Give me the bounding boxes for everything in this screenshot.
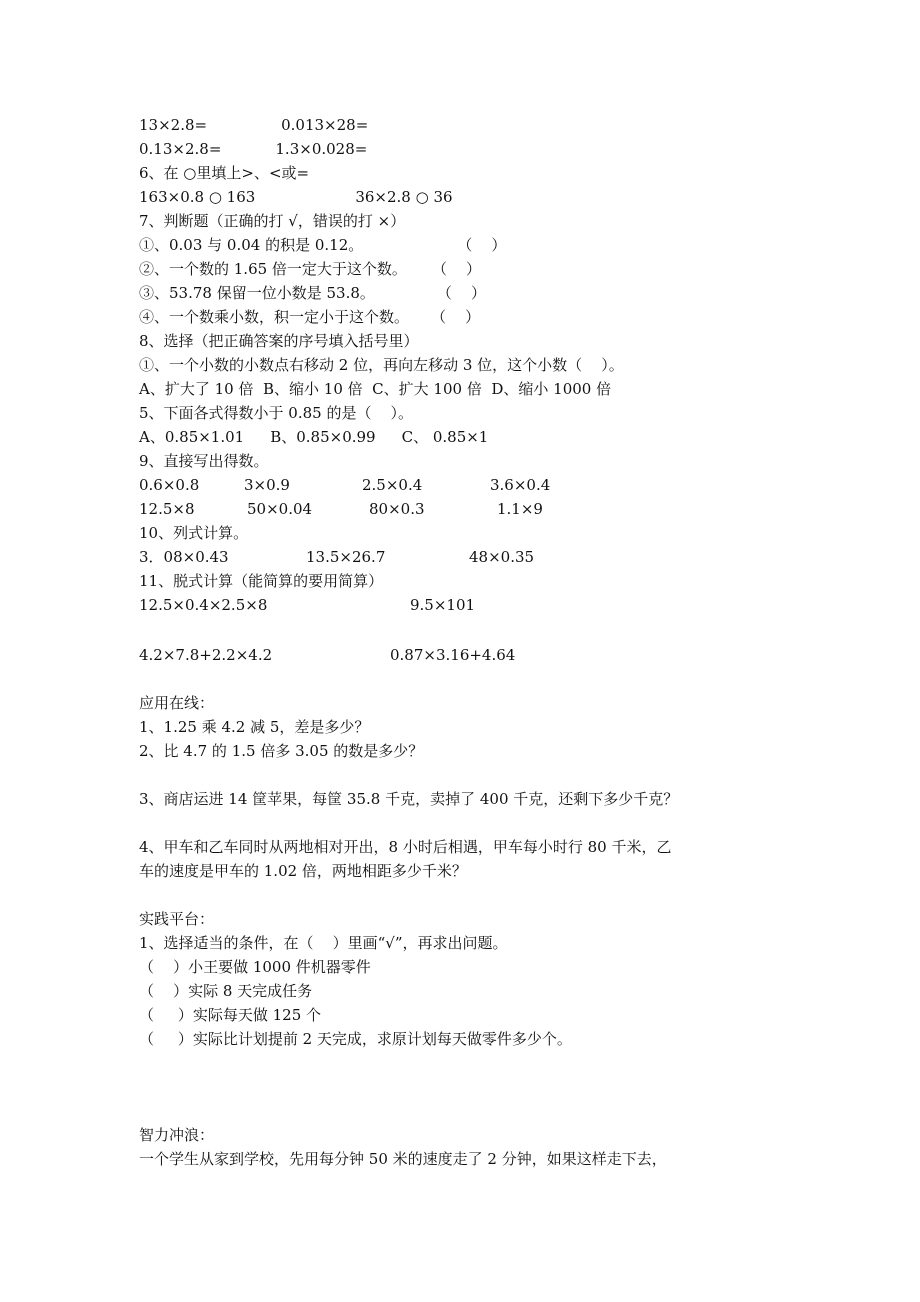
answer-blank: （ ） <box>436 284 486 302</box>
expr: 3.6×0.4 <box>490 476 551 494</box>
heading-text: 智力冲浪： <box>139 1126 215 1144</box>
step-calc-row-2 <box>139 645 515 667</box>
expr: 0.6×0.8 <box>139 476 200 494</box>
choice-question-2 <box>139 403 413 425</box>
section-10-heading <box>139 523 248 545</box>
choice-options-2 <box>139 427 488 449</box>
expr: 36×2.8 ○ 36 <box>355 188 453 206</box>
item-text: ②、一个数的 1.65 倍一定大于这个数。 <box>139 260 407 278</box>
application-item-3 <box>139 789 678 811</box>
expr: 0.013×28= <box>281 116 369 134</box>
heading-text: 10、列式计算。 <box>139 524 249 542</box>
application-heading <box>139 693 214 715</box>
judge-item-2 <box>139 259 481 281</box>
expr: 13.5×26.7 <box>306 548 386 566</box>
expr: 3×0.9 <box>244 476 290 494</box>
expr: 50×0.04 <box>247 500 313 518</box>
item-text: 车的速度是甲车的 1.02 倍，两地相距多少千米？ <box>139 862 467 880</box>
item-text: （ ）实际每天做 125 个 <box>139 1006 322 1024</box>
section-7-heading <box>139 211 405 233</box>
heading-text: 11、脱式计算（能简算的要用简算） <box>139 572 384 590</box>
challenge-item <box>139 1149 667 1171</box>
heading-text: 8、选择（把正确答案的序号填入括号里） <box>139 332 419 350</box>
challenge-heading <box>139 1125 214 1147</box>
item-text: ①、一个小数的小数点右移动 2 位，再向左移动 3 位，这个小数（ ）。 <box>139 356 624 374</box>
application-item-4-cont <box>139 861 467 883</box>
item-text: 2、比 4.7 的 1.5 倍多 3.05 的数是多少？ <box>139 742 424 760</box>
answer-blank: （ ） <box>431 308 481 326</box>
judge-item-3 <box>139 283 486 305</box>
item-text: 4、甲车和乙车同时从两地相对开出，8 小时后相遇，甲车每小时行 80 千米，乙 <box>139 838 672 856</box>
section-11-heading <box>139 571 383 593</box>
item-text: 1、1.25 乘 4.2 减 5，差是多少？ <box>139 718 370 736</box>
condition-line-1 <box>139 957 371 979</box>
item-text: 5、下面各式得数小于 0.85 的是（ ）。 <box>139 404 414 422</box>
oral-calc-row-2 <box>139 499 543 521</box>
item-text: （ ）实际 8 天完成任务 <box>139 982 313 1000</box>
condition-line-4 <box>139 1029 572 1051</box>
expr: 12.5×0.4×2.5×8 <box>139 596 268 614</box>
option-a: A、0.85×1.01 <box>139 428 245 446</box>
item-text: 3、商店运进 14 筐苹果，每筐 35.8 千克，卖掉了 400 千克，还剩下多少千克？ <box>139 790 679 808</box>
condition-line-3 <box>139 1005 321 1027</box>
choice-options-1 <box>139 379 611 401</box>
expr: 9.5×101 <box>410 596 476 614</box>
expr: 1.3×0.028= <box>275 140 368 158</box>
section-9-heading <box>139 451 269 473</box>
application-item-2 <box>139 741 423 763</box>
item-text: 一个学生从家到学校，先用每分钟 50 米的速度走了 2 分钟，如果这样走下去， <box>139 1150 667 1168</box>
item-text: 1、选择适当的条件，在（ ）里画“√”，再求出问题。 <box>139 934 508 952</box>
expr: 2.5×0.4 <box>362 476 423 494</box>
application-item-1 <box>139 717 369 739</box>
section-8-heading <box>139 331 419 353</box>
heading-text: 应用在线： <box>139 694 215 712</box>
item-text: （ ）小王要做 1000 件机器零件 <box>139 958 371 976</box>
options-text: A、扩大了 10 倍 B、缩小 10 倍 C、扩大 100 倍 D、缩小 1000 倍 <box>139 380 612 398</box>
heading-text: 6、在 ○里填上>、<或= <box>139 164 310 182</box>
oral-calc-row-1 <box>139 475 550 497</box>
expr: 48×0.35 <box>469 548 535 566</box>
expr: 3．08×0.43 <box>139 548 229 566</box>
compare-line <box>139 187 453 209</box>
item-text: ③、53.78 保留一位小数是 53.8。 <box>139 284 375 302</box>
calc-line-2 <box>139 139 367 161</box>
item-text: ①、0.03 与 0.04 的积是 0.12。 <box>139 236 364 254</box>
heading-text: 9、直接写出得数。 <box>139 452 269 470</box>
step-calc-row-1 <box>139 595 475 617</box>
condition-line-2 <box>139 981 312 1003</box>
item-text: ④、一个数乘小数，积一定小于这个数。 <box>139 308 410 326</box>
calc-line-1 <box>139 115 368 137</box>
judge-item-4 <box>139 307 480 329</box>
expr: 0.87×3.16+4.64 <box>390 646 516 664</box>
column-calc-row <box>139 547 534 569</box>
practice-heading <box>139 909 214 931</box>
expr: 0.13×2.8= <box>139 140 222 158</box>
expr: 1.1×9 <box>497 500 543 518</box>
application-item-4 <box>139 837 671 859</box>
choice-question-1 <box>139 355 624 377</box>
option-c: C、 0.85×1 <box>401 428 489 446</box>
item-text: （ ）实际比计划提前 2 天完成，求原计划每天做零件多少个。 <box>139 1030 572 1048</box>
answer-blank: （ ） <box>457 236 507 254</box>
practice-item-1 <box>139 933 508 955</box>
section-6-heading <box>139 163 309 185</box>
heading-text: 7、判断题（正确的打 √，错误的打 ×） <box>139 212 406 230</box>
expr: 80×0.3 <box>369 500 425 518</box>
expr: 13×2.8= <box>139 116 208 134</box>
expr: 163×0.8 ○ 163 <box>139 188 256 206</box>
judge-item-1 <box>139 235 506 257</box>
option-b: B、0.85×0.99 <box>270 428 376 446</box>
expr: 12.5×8 <box>139 500 195 518</box>
heading-text: 实践平台： <box>139 910 215 928</box>
answer-blank: （ ） <box>431 260 482 278</box>
expr: 4.2×7.8+2.2×4.2 <box>139 646 273 664</box>
